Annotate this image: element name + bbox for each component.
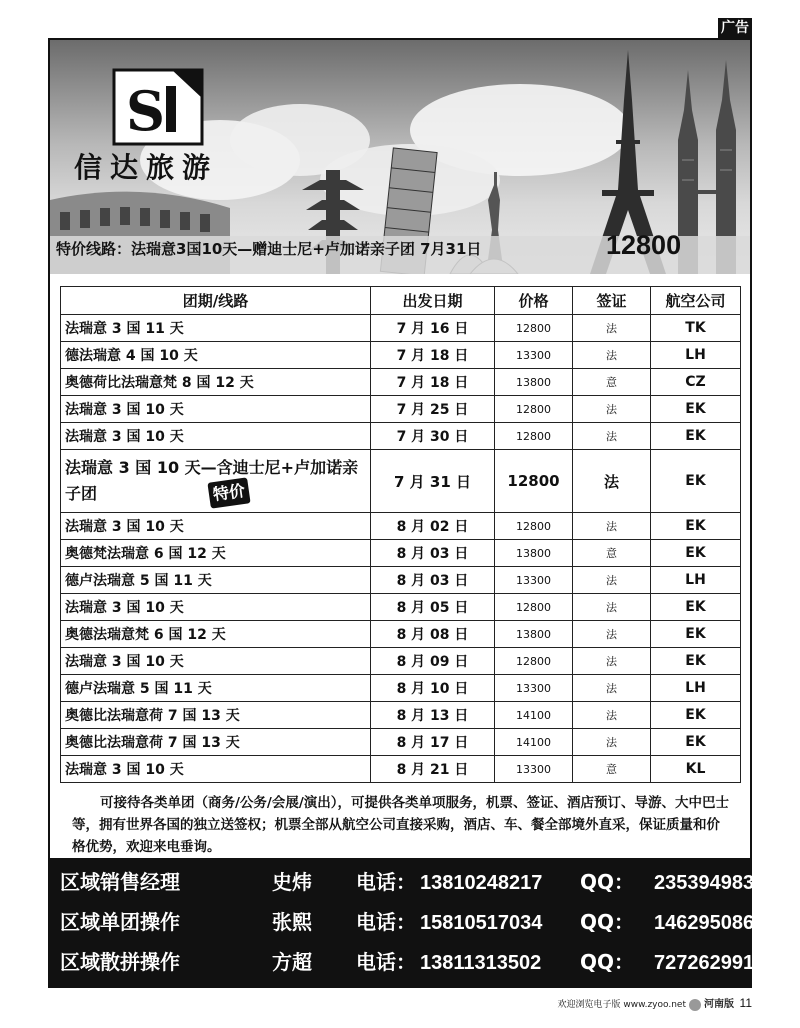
- route-cell: [61, 567, 371, 594]
- page-footer: [557, 998, 734, 1012]
- visa-cell: 法: [573, 567, 651, 594]
- tel-number: 13811313502: [420, 952, 542, 974]
- visa-cell: 法: [573, 342, 651, 369]
- date-cell: 7 月 25 日: [371, 396, 495, 423]
- contact-name: 张熙: [272, 910, 312, 934]
- table-row: [61, 396, 741, 423]
- route-label: 德卢法瑞意 5 国 11 天: [65, 573, 212, 589]
- route-label: 法瑞意 3 国 10 天: [65, 402, 184, 418]
- airline-cell: LH: [651, 567, 741, 594]
- visa-cell: 法: [573, 450, 651, 513]
- date-cell: 7 月 18 日: [371, 342, 495, 369]
- contact-panel: [50, 858, 766, 986]
- price-cell: 13800: [495, 369, 573, 396]
- service-note: 可接待各类单团（商务/公务/会展/演出），可提供各类单项服务，机票、签证、酒店预订、导游、大中巴士等，拥有世界各国的独立送签权；机票全部从航空公司直接采购，酒店、车、餐全部境外直采，保证质量和价格优势，欢迎来电垂询。: [72, 795, 730, 855]
- table-row: [61, 423, 741, 450]
- airline-cell: EK: [651, 513, 741, 540]
- airline-cell: EK: [651, 729, 741, 756]
- contact-row: [60, 942, 754, 982]
- route-cell: [61, 540, 371, 567]
- visa-cell: 法: [573, 396, 651, 423]
- table-row: [61, 675, 741, 702]
- banner: [50, 40, 750, 274]
- tour-table: [60, 286, 741, 783]
- price-cell: 12800: [495, 594, 573, 621]
- route-cell: [61, 594, 371, 621]
- route-label: 奥德荷比法瑞意梵 8 国 12 天: [65, 375, 254, 391]
- route-label: 法瑞意 3 国 10 天: [65, 762, 184, 778]
- route-cell: [61, 513, 371, 540]
- svg-text:S: S: [126, 79, 165, 143]
- qq-label: QQ：: [580, 950, 635, 974]
- visa-cell: 法: [573, 675, 651, 702]
- qq-number: 727262991: [654, 952, 755, 974]
- footer-region: 河南版: [704, 999, 734, 1010]
- table-row: [61, 540, 741, 567]
- route-label: 法瑞意 3 国 10 天: [65, 600, 184, 616]
- route-cell: [61, 702, 371, 729]
- table-body: [61, 315, 741, 783]
- table-row: [61, 594, 741, 621]
- visa-cell: 意: [573, 540, 651, 567]
- col-header-date: 出发日期: [371, 287, 495, 315]
- route-cell: [61, 675, 371, 702]
- visa-cell: 法: [573, 423, 651, 450]
- route-cell: [61, 315, 371, 342]
- date-cell: 8 月 21 日: [371, 756, 495, 783]
- airline-cell: EK: [651, 648, 741, 675]
- airline-cell: EK: [651, 702, 741, 729]
- airline-cell: EK: [651, 621, 741, 648]
- airline-cell: EK: [651, 594, 741, 621]
- table-row: [61, 648, 741, 675]
- col-header-price: 价格: [495, 287, 573, 315]
- qq-label: QQ：: [580, 910, 635, 934]
- airline-cell: EK: [651, 396, 741, 423]
- table-row: [61, 729, 741, 756]
- logo: [112, 68, 204, 146]
- table-row: [61, 621, 741, 648]
- edition-badge-icon: [689, 999, 701, 1011]
- tel-label: 电话：: [356, 950, 416, 974]
- price-cell: 12800: [495, 450, 573, 513]
- route-label: 奥德梵法瑞意 6 国 12 天: [65, 546, 226, 562]
- visa-cell: 意: [573, 369, 651, 396]
- qq-label: QQ：: [580, 870, 635, 894]
- col-header-visa: 签证: [573, 287, 651, 315]
- date-cell: 7 月 31 日: [371, 450, 495, 513]
- table-row: [61, 450, 741, 513]
- table-row: [61, 702, 741, 729]
- visa-cell: 法: [573, 621, 651, 648]
- col-header-airline: 航空公司: [651, 287, 741, 315]
- route-cell: [61, 729, 371, 756]
- contact-name: 史炜: [272, 870, 312, 894]
- date-cell: 8 月 03 日: [371, 540, 495, 567]
- date-cell: 8 月 03 日: [371, 567, 495, 594]
- route-cell: [61, 342, 371, 369]
- visa-cell: 法: [573, 702, 651, 729]
- airline-cell: LH: [651, 675, 741, 702]
- price-cell: 12800: [495, 396, 573, 423]
- date-cell: 8 月 05 日: [371, 594, 495, 621]
- logo-icon: [112, 68, 204, 146]
- price-cell: 12800: [495, 513, 573, 540]
- contact-title: 区域散拼操作: [60, 950, 180, 974]
- airline-cell: EK: [651, 450, 741, 513]
- contact-title: 区域销售经理: [60, 870, 180, 894]
- airline-cell: CZ: [651, 369, 741, 396]
- visa-cell: 法: [573, 648, 651, 675]
- contact-row: [60, 902, 765, 942]
- col-header-route: 团期/线路: [61, 287, 371, 315]
- date-cell: 7 月 16 日: [371, 315, 495, 342]
- price-cell: 13800: [495, 621, 573, 648]
- date-cell: 7 月 18 日: [371, 369, 495, 396]
- route-label: 德法瑞意 4 国 10 天: [65, 348, 198, 364]
- price-cell: 12800: [495, 648, 573, 675]
- date-cell: 8 月 10 日: [371, 675, 495, 702]
- tel-label: 电话：: [356, 870, 416, 894]
- footer-text: 欢迎浏览电子版 www.zyoo.net: [557, 1000, 686, 1010]
- route-cell: [61, 621, 371, 648]
- route-cell: [61, 396, 371, 423]
- route-cell: [61, 756, 371, 783]
- contact-row: [60, 862, 765, 902]
- visa-cell: 法: [573, 729, 651, 756]
- tel-number: 15810517034: [420, 912, 543, 934]
- route-label: 德卢法瑞意 5 国 11 天: [65, 681, 212, 697]
- route-label: 奥德比法瑞意荷 7 国 13 天: [65, 708, 240, 724]
- price-cell: 12800: [495, 423, 573, 450]
- table-row: [61, 315, 741, 342]
- date-cell: 8 月 08 日: [371, 621, 495, 648]
- route-cell: [61, 648, 371, 675]
- price-cell: 13300: [495, 675, 573, 702]
- route-label: 奥德法瑞意梵 6 国 12 天: [65, 627, 226, 643]
- contact-name: 方超: [272, 950, 312, 974]
- visa-cell: 意: [573, 756, 651, 783]
- qq-number: 2353949836: [654, 872, 766, 894]
- airline-cell: LH: [651, 342, 741, 369]
- table-row: [61, 513, 741, 540]
- brand-name: 信达旅游: [74, 151, 219, 184]
- tel-label: 电话：: [356, 910, 416, 934]
- price-cell: 14100: [495, 702, 573, 729]
- route-label: 法瑞意 3 国 10 天—含迪士尼+卢加诺亲子团: [65, 458, 359, 503]
- price-cell: 13300: [495, 756, 573, 783]
- table-row: [61, 567, 741, 594]
- table-row: [61, 756, 741, 783]
- tour-table-wrapper: [60, 286, 740, 783]
- route-label: 法瑞意 3 国 10 天: [65, 654, 184, 670]
- route-label: 法瑞意 3 国 10 天: [65, 429, 184, 445]
- price-cell: 13300: [495, 342, 573, 369]
- table-row: [61, 369, 741, 396]
- airline-cell: TK: [651, 315, 741, 342]
- table-row: [61, 342, 741, 369]
- qq-number: 1462950867: [654, 912, 766, 934]
- date-cell: 7 月 30 日: [371, 423, 495, 450]
- airline-cell: EK: [651, 540, 741, 567]
- route-cell: [61, 369, 371, 396]
- date-cell: 8 月 02 日: [371, 513, 495, 540]
- ad-tag: 广告: [718, 18, 752, 38]
- route-label: 奥德比法瑞意荷 7 国 13 天: [65, 735, 240, 751]
- advertisement-frame: [48, 38, 766, 988]
- airline-cell: KL: [651, 756, 741, 783]
- price-cell: 13300: [495, 567, 573, 594]
- price-cell: 13800: [495, 540, 573, 567]
- tel-number: 13810248217: [420, 872, 543, 894]
- page-number: 11: [739, 996, 752, 1010]
- route-cell: [61, 450, 371, 513]
- airline-cell: EK: [651, 423, 741, 450]
- contact-title: 区域单团操作: [60, 910, 180, 934]
- route-label: 法瑞意 3 国 10 天: [65, 519, 184, 535]
- date-cell: 8 月 13 日: [371, 702, 495, 729]
- promo-text: 特价线路：法瑞意3国10天—赠迪士尼+卢加诺亲子团 7月31日: [56, 240, 482, 258]
- route-label: 法瑞意 3 国 11 天: [65, 321, 184, 337]
- date-cell: 8 月 17 日: [371, 729, 495, 756]
- price-cell: 12800: [495, 315, 573, 342]
- visa-cell: 法: [573, 513, 651, 540]
- price-cell: 14100: [495, 729, 573, 756]
- visa-cell: 法: [573, 594, 651, 621]
- promo-price: 12800: [606, 230, 682, 260]
- route-cell: [61, 423, 371, 450]
- table-header-row: [61, 287, 741, 315]
- date-cell: 8 月 09 日: [371, 648, 495, 675]
- visa-cell: 法: [573, 315, 651, 342]
- special-offer-stamp: 特价: [207, 477, 250, 508]
